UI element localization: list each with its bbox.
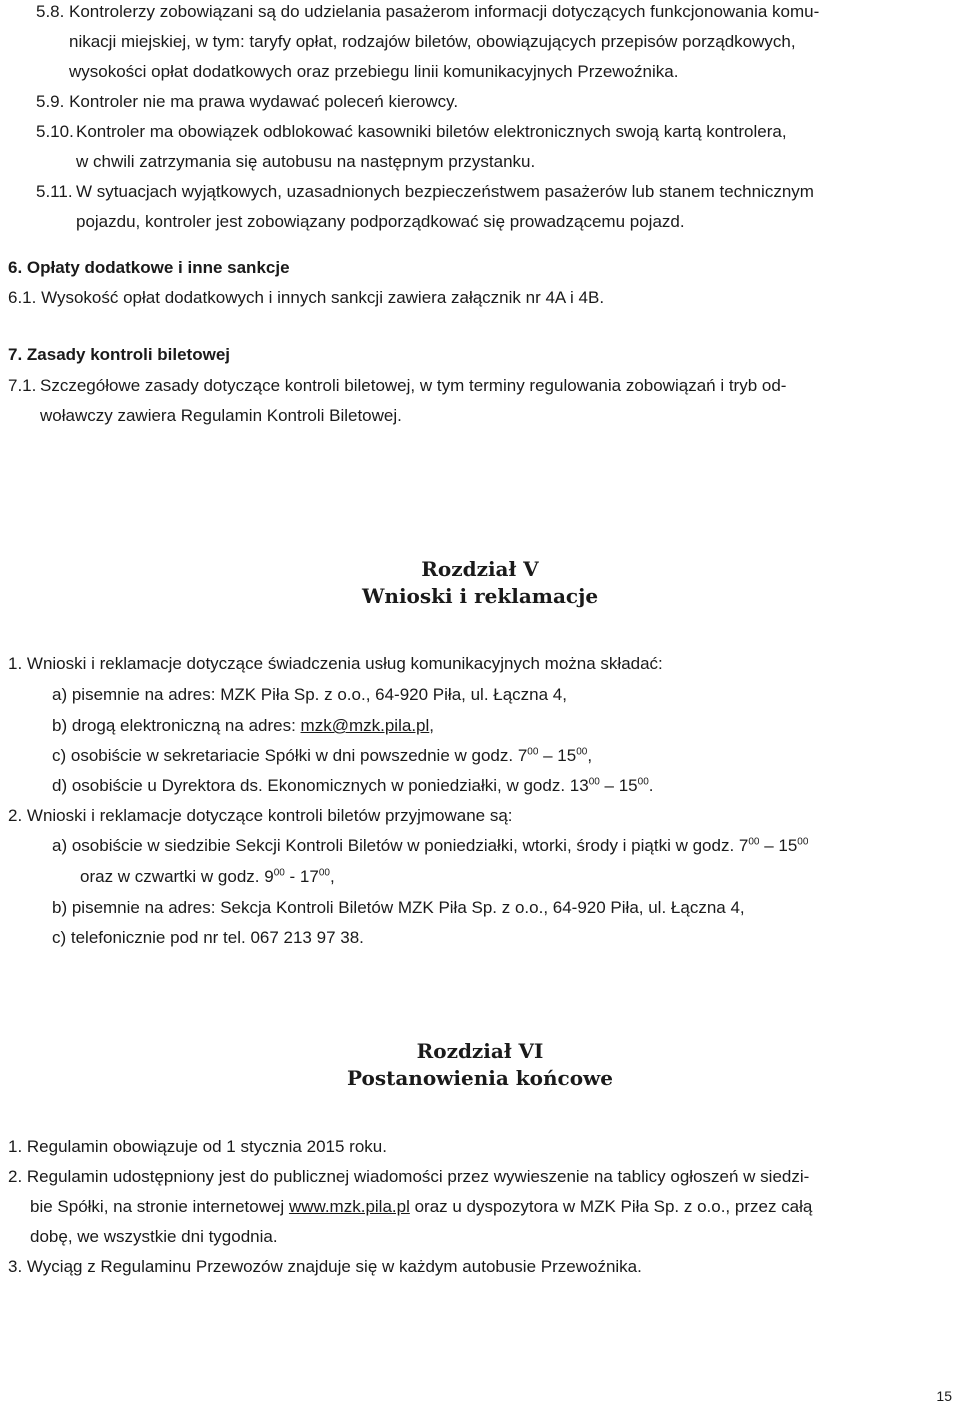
- paragraph-number: 5.11.: [36, 182, 73, 201]
- chapter-title: Rozdział VI: [416, 1039, 544, 1063]
- email-link[interactable]: mzk@mzk.pila.pl: [300, 716, 430, 735]
- paragraph-text: W sytuacjach wyjątkowych, uzasadnionych bezpieczeństwem pasażerów lub stanem technicznym: [76, 182, 814, 201]
- list-item: b) drogą elektroniczną na adres: mzk@mzk.pila.pl,: [52, 716, 435, 735]
- paragraph-text: pojazdu, kontroler jest zobowiązany podporządkować się prowadzącemu pojazd.: [76, 212, 685, 231]
- section-heading: 7. Zasady kontroli biletowej: [8, 345, 230, 364]
- chapter-subtitle: Postanowienia końcowe: [347, 1066, 613, 1090]
- list-item: bie Spółki, na stronie internetowej www.mzk.pila.pl oraz u dyspozytora w MZK Piła Sp. z o.o., przez całą: [30, 1197, 813, 1216]
- paragraph-text: Kontroler ma obowiązek odblokować kasowniki biletów elektronicznych swoją kartą kontrolera,: [76, 122, 787, 141]
- list-item: c) osobiście w sekretariacie Spółki w dni powszednie w godz. $7^{00} - 15^{00}$,: [52, 746, 593, 765]
- list-item: 2. Regulamin udostępniony jest do publicznej wiadomości przez wywieszenie na tablicy ogłoszeń w siedzi-: [8, 1167, 810, 1186]
- list-item: b) pisemnie na adres: Sekcja Kontroli Biletów MZK Piła Sp. z o.o., 64-920 Piła, ul. Łączna 4,: [52, 898, 745, 917]
- list-item: d) osobiście u Dyrektora ds. Ekonomicznych w poniedziałki, w godz. $13^{00} - 15^{00}$.: [52, 776, 654, 795]
- list-item: 1. Wnioski i reklamacje dotyczące świadczenia usług komunikacyjnych można składać:: [8, 654, 663, 673]
- paragraph-text: 6.1. Wysokość opłat dodatkowych i innych sankcji zawiera załącznik nr 4A i 4B.: [8, 288, 605, 307]
- website-link[interactable]: www.mzk.pila.pl: [288, 1197, 410, 1216]
- paragraph-text: nikacji miejskiej, w tym: taryfy opłat, rodzajów biletów, obowiązujących przepisów porządkowych,: [69, 32, 796, 51]
- paragraph-text: wysokości opłat dodatkowych oraz przebiegu linii komunikacyjnych Przewoźnika.: [69, 62, 679, 81]
- list-item: dobę, we wszystkie dni tygodnia.: [30, 1227, 278, 1246]
- list-item: oraz w czwartki w godz. $9^{00} - 17^{00}$,: [80, 867, 335, 886]
- chapter-subtitle: Wnioski i reklamacje: [361, 584, 599, 608]
- paragraph-number: 5.8.: [36, 2, 65, 21]
- paragraph-text: Kontrolerzy zobowiązani są do udzielania pasażerom informacji dotyczących funkcjonowania komu-: [69, 2, 820, 21]
- paragraph-text: Szczegółowe zasady dotyczące kontroli biletowej, w tym terminy regulowania zobowiązań i tryb od-: [40, 376, 787, 395]
- list-item: 3. Wyciąg z Regulaminu Przewozów znajduje się w każdym autobusie Przewoźnika.: [8, 1257, 642, 1276]
- list-item: c) telefonicznie pod nr tel. 067 213 97 38.: [52, 928, 364, 947]
- paragraph-number: 7.1.: [8, 376, 37, 395]
- chapter-title: Rozdział V: [421, 557, 539, 581]
- list-item: 2. Wnioski i reklamacje dotyczące kontroli biletów przyjmowane są:: [8, 806, 513, 825]
- list-item: 1. Regulamin obowiązuje od 1 stycznia 2015 roku.: [8, 1137, 387, 1156]
- list-item: a) pisemnie na adres: MZK Piła Sp. z o.o., 64-920 Piła, ul. Łączna 4,: [52, 685, 567, 704]
- paragraph-text: 5.9. Kontroler nie ma prawa wydawać poleceń kierowcy.: [36, 92, 459, 111]
- paragraph-text: woławczy zawiera Regulamin Kontroli Biletowej.: [40, 406, 402, 425]
- paragraph-text: w chwili zatrzymania się autobusu na następnym przystanku.: [76, 152, 536, 171]
- page-number: 15: [936, 1388, 952, 1404]
- paragraph-number: 5.10.: [36, 122, 74, 141]
- list-item: a) osobiście w siedzibie Sekcji Kontroli Biletów w poniedziałki, wtorki, środy i piątki w godz. $7^{00} - 15^{00}$: [52, 836, 809, 855]
- section-heading: 6. Opłaty dodatkowe i inne sankcje: [8, 258, 290, 277]
